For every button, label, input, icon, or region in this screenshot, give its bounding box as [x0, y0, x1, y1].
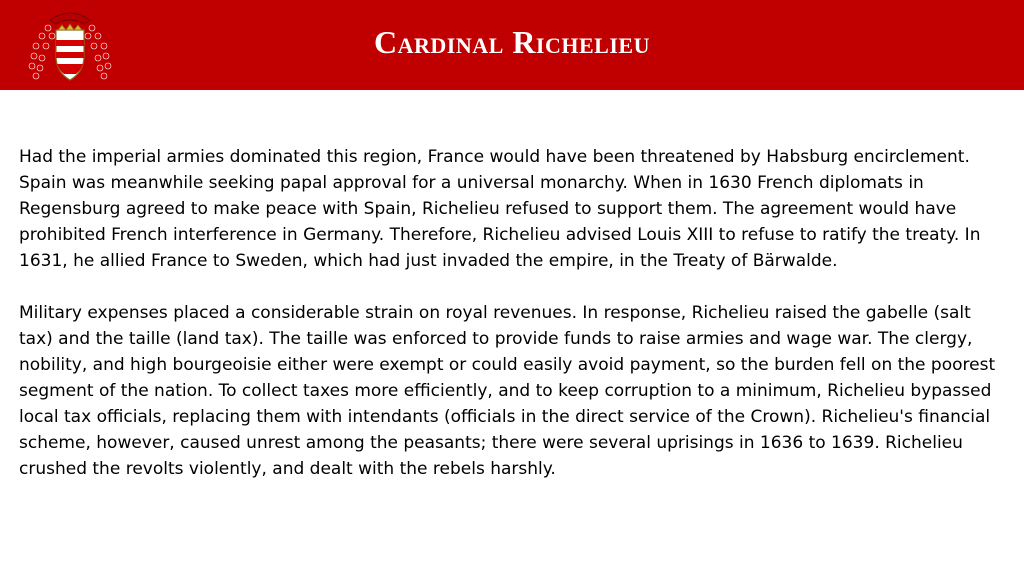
slide-title: Cardinal Richelieu [374, 24, 650, 60]
body-paragraph-1: Had the imperial armies dominated this region, France would have been threatened by Habsburg encirclement. Spain was meanwhile seeking papal approval for a universal monarchy. When in 1630 French diplomats in Regensburg agreed to make peace with Spain, Richelieu refused to support them. The agreement would have prohibited French interference in Germany. Therefore, Richelieu advised Louis XIII to refuse to ratify the treaty. In 1631, he allied France to Sweden, which had just invaded the empire, in the Treaty of Bärwalde. [19, 147, 981, 271]
slide-body [19, 144, 1004, 508]
header-bar [0, 0, 1024, 90]
body-paragraph-2: Military expenses placed a considerable strain on royal revenues. In response, Richelieu raised the gabelle (salt tax) and the taille (land tax). The taille was enforced to provide funds to raise armies and wage war. The clergy, nobility, and high bourgeoisie either were exempt or could easily avoid payment, so the burden fell on the poorest segment of the nation. To collect taxes more efficiently, and to keep corruption to a minimum, Richelieu bypassed local tax officials, replacing them with intendants (officials in the direct service of the Crown). Richelieu's financial scheme, however, caused unrest among the peasants; there were several uprisings in 1636 to 1639. Richelieu crushed the revolts violently, and dealt with the rebels harshly. [19, 303, 996, 479]
